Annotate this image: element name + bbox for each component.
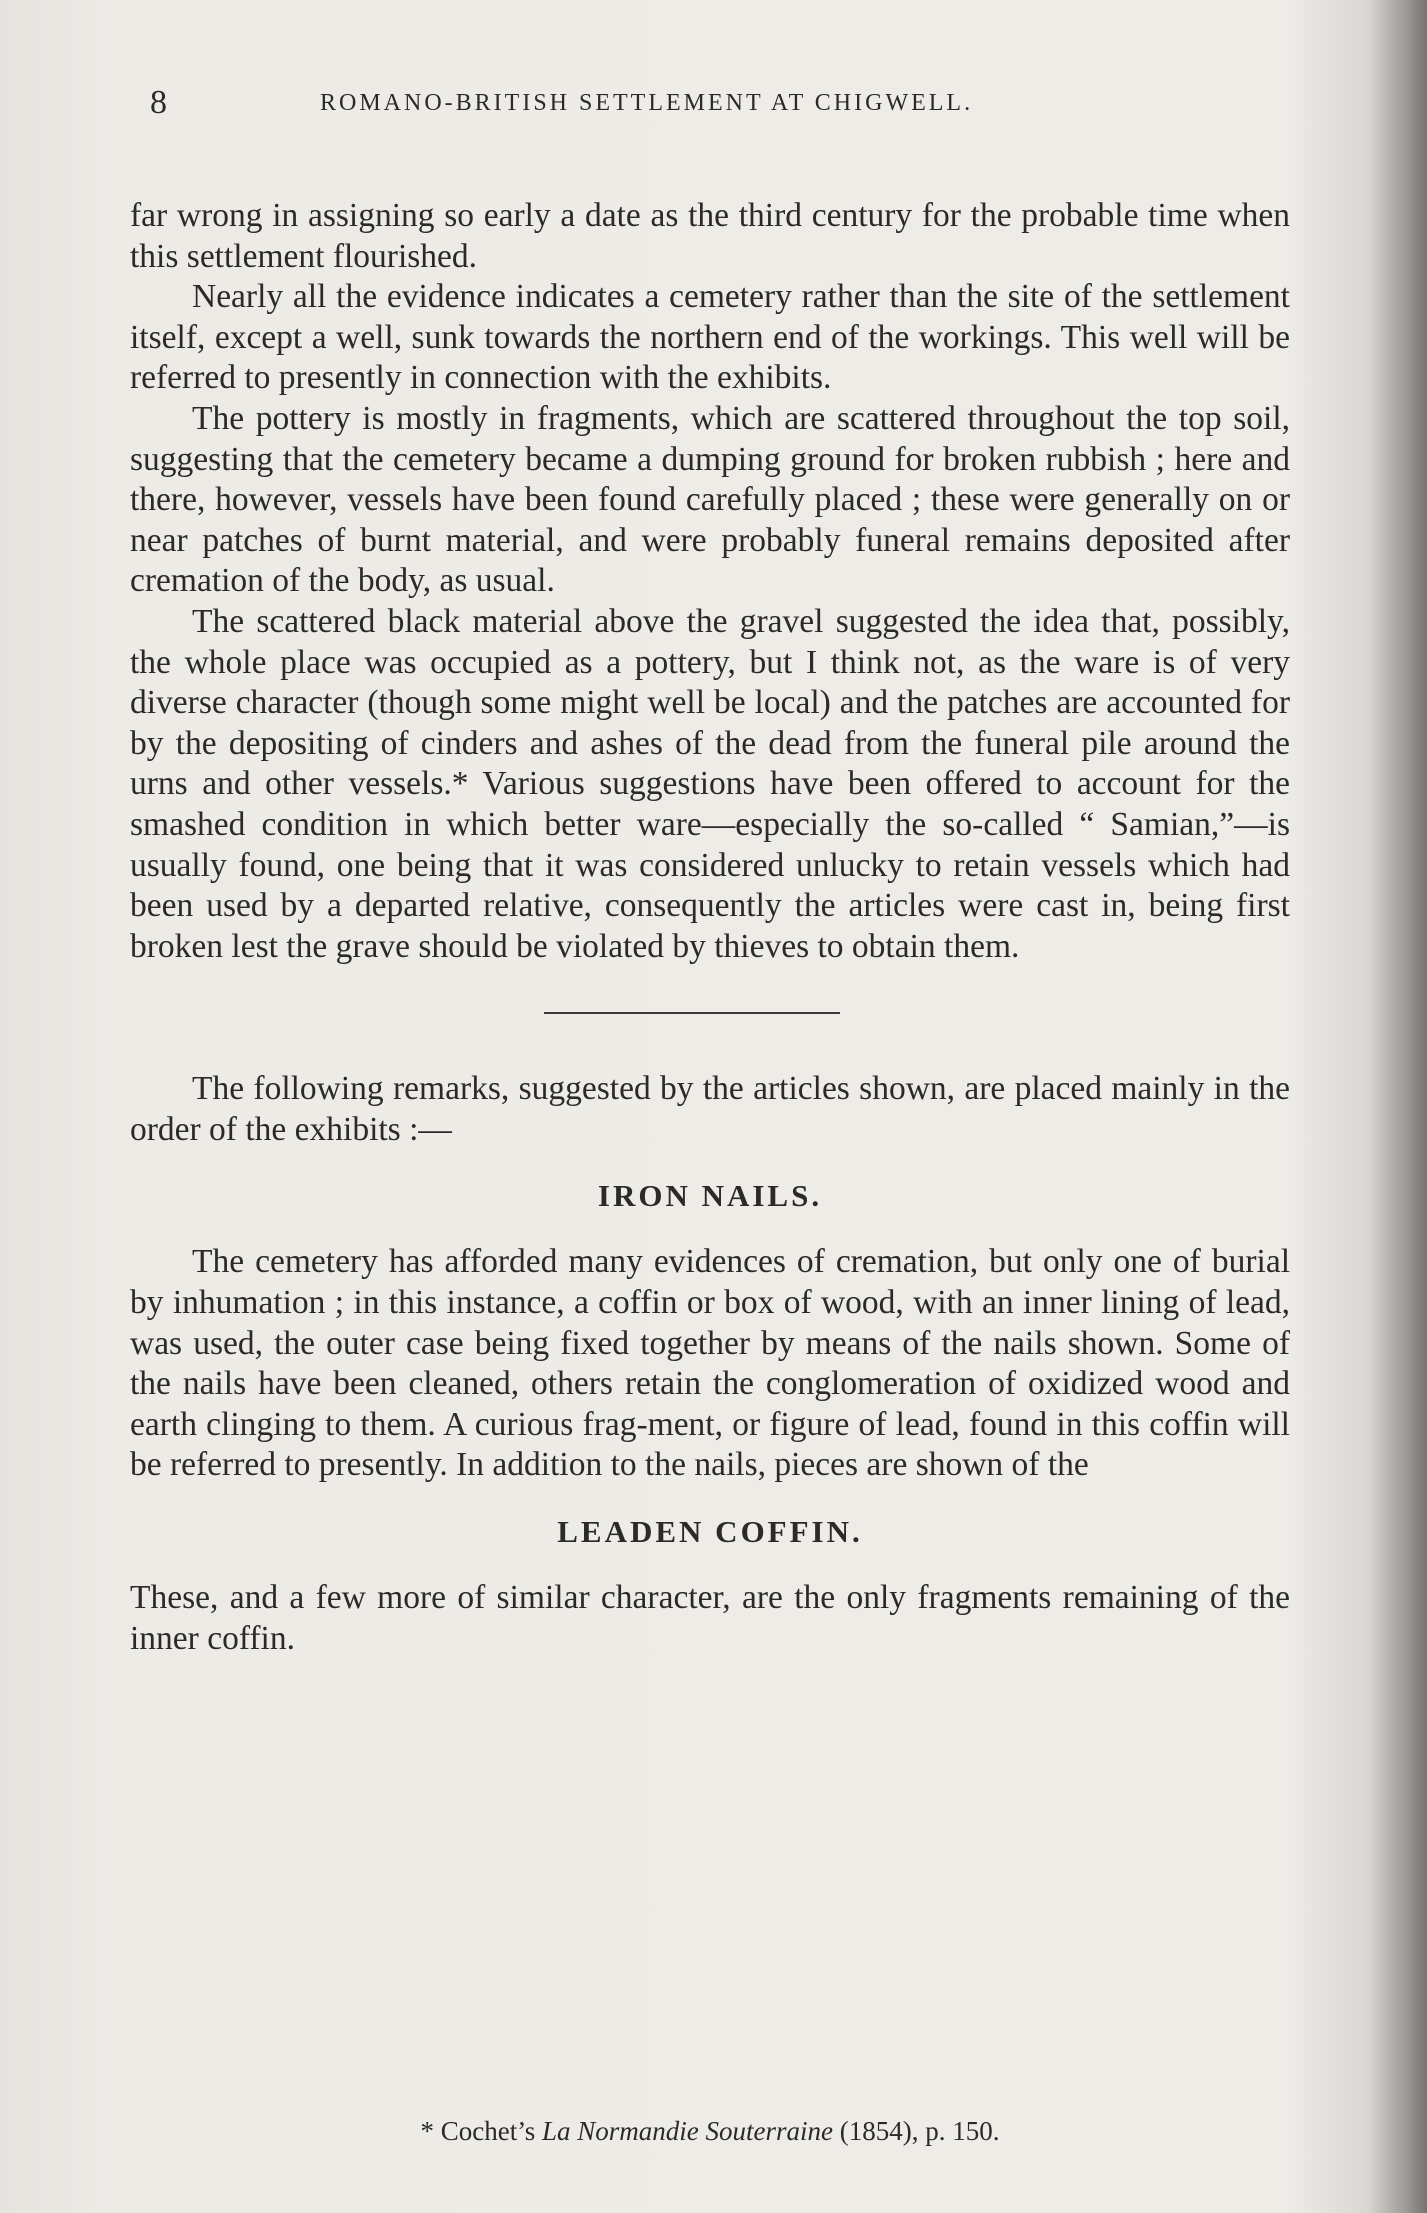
footnote-title: La Normandie Souterraine <box>542 2116 834 2146</box>
paragraph-pottery: The pottery is mostly in fragments, which are scattered throughout the top soil, suggesting that the cemetery became a dumping ground for broken rubbish ; here and there, however, vessels have been found carefully placed ; these were generally on or near patches of burnt material, and were probably funeral remains deposited after cremation of the body, as usual. <box>130 399 1290 600</box>
footnote-marker: * Cochet’s <box>420 2116 536 2146</box>
heading-iron-nails: IRON NAILS. <box>597 1178 823 1214</box>
paragraph-evidence: Nearly all the evidence indicates a cemetery rather than the site of the settlement itself, except a well, sunk towards the northern end of the workings. This well will be referred to presently in connection with the exhibits. <box>130 278 1290 397</box>
paragraph-remarks: The following remarks, suggested by the articles shown, are placed mainly in the order of the exhibits :— <box>130 1070 1290 1148</box>
heading-leaden-coffin: LEADEN COFFIN. <box>557 1514 863 1550</box>
footnote <box>130 2116 1290 2147</box>
page-number: 8 <box>150 84 167 121</box>
paragraph-leaden-coffin: These, and a few more of similar character, are the only fragments remaining of the inner coffin. <box>130 1579 1290 1657</box>
divider-rule <box>544 1012 840 1014</box>
body-text <box>130 196 1290 1659</box>
running-title: ROMANO-BRITISH SETTLEMENT AT CHIGWELL. <box>320 90 974 116</box>
section-divider <box>130 967 1290 1069</box>
book-spine-shadow <box>1367 0 1427 2213</box>
paragraph-black-material: The scattered black material above the gravel suggested the idea that, possibly, the whole place was occupied as a pottery, but I think not, as the ware is of very diverse character (though some might well be local) and the patches are accounted for by the depositing of cinders and ashes of the dead from the funeral pile around the urns and other vessels.* Various suggestions have been offered to account for the smashed condition in which better ware—especially the so-called “ Samian,”—is usually found, one being that it was considered unlucky to retain vessels which had been used by a departed relative, consequently the articles were cast in, being first broken lest the grave should be violated by thieves to obtain them. <box>130 602 1290 965</box>
footnote-rest: (1854), p. 150. <box>839 2116 1000 2146</box>
paragraph-iron-nails: The cemetery has afforded many evidences of cremation, but only one of burial by inhumation ; in this instance, a coffin or box of wood, with an inner lining of lead, was used, the outer case being fixed together by means of the nails shown. Some of the nails have been cleaned, others retain the conglomeration of oxidized wood and earth clinging to them. A curious frag-ment, or figure of lead, found in this coffin will be referred to presently. In addition to the nails, pieces are shown of the <box>130 1243 1290 1484</box>
running-head <box>150 84 1300 124</box>
paragraph-continuation: far wrong in assigning so early a date as the third century for the probable time when this settlement flourished. <box>130 197 1290 275</box>
